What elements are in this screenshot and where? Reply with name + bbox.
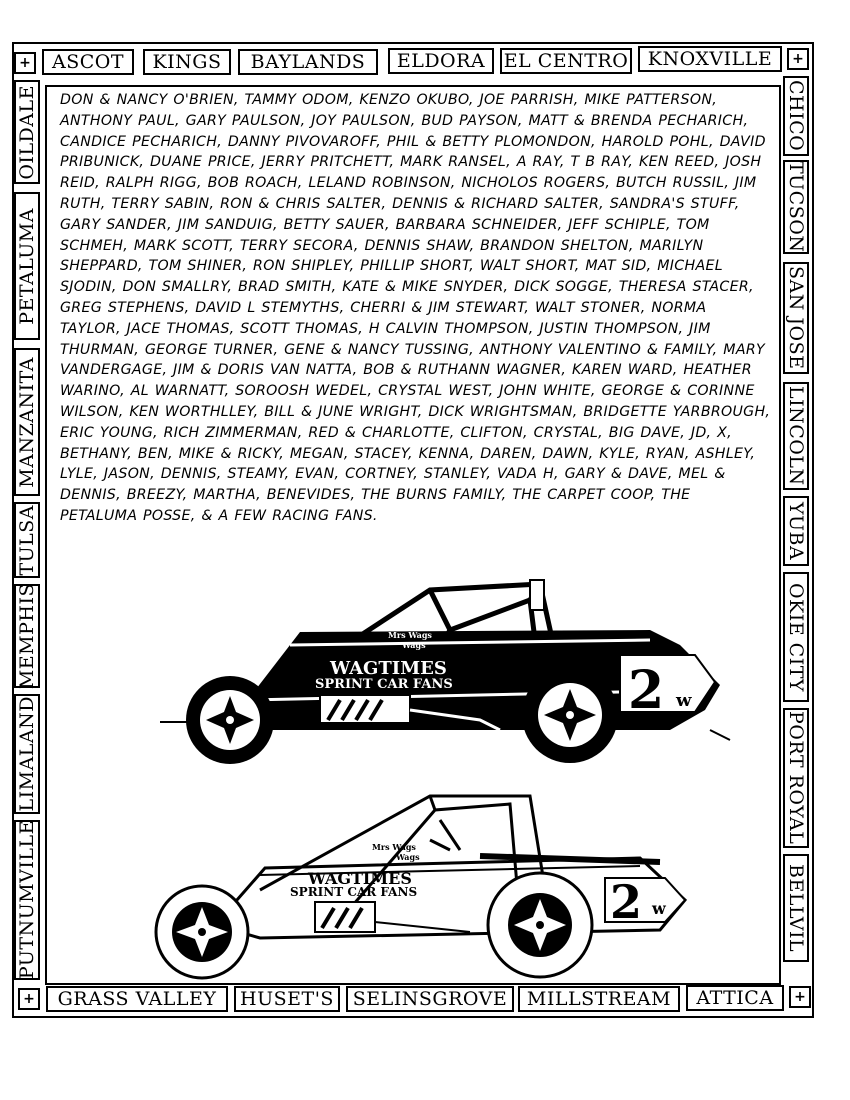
track-selinsgrove: SELINSGROVE [346, 986, 514, 1012]
track-oildale-label: OILDALE [16, 84, 38, 180]
track-putnumville [14, 820, 40, 980]
car-top-tag1: Mrs Wags [388, 630, 432, 640]
track-eldora: ELDORA [388, 48, 494, 74]
track-baylands: BAYLANDS [238, 49, 378, 75]
track-chico [783, 76, 809, 156]
sprint-car-bottom-illustration [140, 780, 740, 980]
car-bottom-number: 2 [610, 875, 643, 929]
car-bottom-tag2: Wags [396, 852, 420, 862]
corner-plus-top-left: + [14, 52, 36, 74]
track-chico-label: CHICO [785, 80, 807, 152]
track-lincoln [783, 382, 809, 490]
track-okie-city-label: OKIE CITY [785, 582, 807, 692]
track-grass-valley: GRASS VALLEY [46, 986, 228, 1012]
car-top-rear-wheel [186, 676, 274, 764]
car-bottom-subtitle: SPRINT CAR FANS [290, 885, 418, 899]
track-yuba-label: YUBA [785, 501, 807, 561]
track-okie-city [783, 572, 809, 702]
track-port-royal [783, 708, 809, 848]
track-manzanita [14, 348, 40, 496]
track-petaluma-label: PETALUMA [16, 207, 38, 325]
corner-plus-bottom-left: + [18, 988, 40, 1010]
track-kings: KINGS [143, 49, 231, 75]
track-knoxville: KNOXVILLE [638, 46, 782, 72]
track-memphis [14, 584, 40, 688]
track-millstream: MILLSTREAM [518, 986, 680, 1012]
car-top-number-suffix: w [676, 690, 692, 711]
track-san-jose-label: SAN JOSE [785, 266, 807, 370]
sprint-car-top-illustration [150, 570, 750, 780]
car-top-tag2: Wags [402, 640, 426, 650]
track-tulsa-label: TULSA [16, 504, 38, 576]
car-bottom-front-wheel [488, 873, 592, 977]
car-bottom-title: WAGTIMES [308, 869, 412, 888]
track-bellvil [783, 854, 809, 962]
car-top-title: WAGTIMES [330, 658, 447, 679]
corner-plus-top-right: + [787, 48, 809, 70]
car-top-subtitle: SPRINT CAR FANS [315, 677, 453, 692]
track-attica: ATTICA [686, 985, 784, 1011]
car-bottom-tag1: Mrs Wags [372, 842, 416, 852]
track-tulsa [14, 502, 40, 578]
track-port-royal-label: PORT ROYAL [785, 711, 807, 845]
sponsor-names-list: DON & NANCY O'BRIEN, TAMMY ODOM, KENZO OKUBO, JOE PARRISH, MIKE PATTERSON, ANTHONY PAUL, GARY PAULSON, JOY PAULSON, BUD PAYSON, MATT & BRENDA PECHARICH, CANDICE PECHARICH, DANNY PIVOVAROFF, PHIL & BETTY PLOMONDON, HAROLD POHL, DAVID PRIBUNICK, DUANE PRICE, JERRY PRITCHETT, MARK RANSEL, A RAY, T B RAY, KEN REED, JOSH REID, RALPH RIGG, BOB ROACH, LELAND ROBINSON, NICHOLOS ROGERS, BUTCH RUSSIL, JIM RUTH, TERRY SABIN, RON & CHRIS SALTER, DENNIS & RICHARD SALTER, SANDRA'S STUFF, GARY SANDER, JIM SANDUIG, BETTY SAUER, BARBARA SCHNEIDER, JEFF SCHIPLE, TOM SCHMEH, MARK SCOTT, TERRY SECORA, DENNIS SHAW, BRANDON SHELTON, MARILYN SHEPPARD, TOM SHINER, RON SHIPLEY, PHILLIP SHORT, WALT SHORT, MAT SID, MICHAEL SJODIN, DON SMALLRY, BRAD SMITH, KATE & MIKE SNYDER, DICK SOGGE, THERESA STACER, GREG STEPHENS, DAVID L STEMYTHS, CHERRI & JIM STEWART, WALT STONER, NORMA TAYLOR, JACE THOMAS, SCOTT THOMAS, H CALVIN THOMPSON, JUSTIN THOMPSON, JIM THURMAN, GEORGE TURNER, GENE & NANCY TUSSING, ANTHONY VALENTINO & FAMILY, MARY VANDERGAGE, JIM & DORIS VAN NATTA, BOB & RUTHANN WAGNER, KAREN WARD, HEATHER WARINO, AL WARNATT, SOROOSH WEDEL, CRYSTAL WEST, JOHN WHITE, GEORGE & CORINNE WILSON, KEN WORTHLLEY, BILL & JUNE WRIGHT, DICK WRIGHTSMAN, BRIDGETTE YARBROUGH, ERIC YOUNG, RICH ZIMMERMAN, RED & CHARLOTTE, CLIFTON, CRYSTAL, BIG DAVE, JD, X, BETHANY, BEN, MIKE & RICKY, MEGAN, STACEY, KENNA, DAREN, DAWN, KYLE, RYAN, ASHLEY, LYLE, JASON, DENNIS, STEAMY, EVAN, CORTNEY, STANLEY, VADA H, GARY & DAVE, MEL & DENNIS, BREEZY, MARTHA, BENEVIDES, THE BURNS FAMILY, THE CARPET COOP, THE PETALUMA POSSE, & A FEW RACING FANS. [60, 92, 771, 524]
track-limaland [14, 694, 40, 814]
track-bellvil-label: BELLVIL [785, 863, 807, 953]
car-top-number: 2 [628, 660, 665, 721]
track-lincoln-label: LINCOLN [785, 386, 807, 486]
track-memphis-label: MEMPHIS [16, 582, 38, 690]
track-yuba [783, 496, 809, 566]
car-bottom-number-suffix: w [652, 899, 666, 918]
track-ascot: ASCOT [42, 49, 134, 75]
track-san-jose [783, 262, 809, 374]
track-tucson [783, 160, 809, 254]
track-oildale [14, 80, 40, 184]
car-bottom-rear-wheel [156, 886, 248, 978]
track-putnumville-label: PUTNUMVILLE [16, 820, 38, 980]
track-el-centro: EL CENTRO [500, 48, 632, 74]
track-limaland-label: LIMALAND [16, 696, 38, 812]
car-top-front-wheel [522, 667, 618, 763]
corner-plus-bottom-right: + [789, 986, 811, 1008]
track-manzanita-label: MANZANITA [16, 356, 38, 488]
track-tucson-label: TUCSON [785, 161, 807, 253]
track-husets: HUSET'S [234, 986, 340, 1012]
track-petaluma [14, 192, 40, 340]
